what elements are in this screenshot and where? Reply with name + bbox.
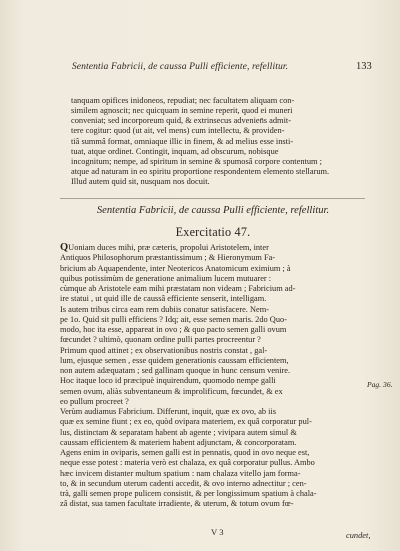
text-line: tiâ summâ format, omniaque illic in finem, & ad melius esse insti- xyxy=(71,136,294,146)
text-line: pe 1o. Quid sit pulli efficiens ? Idq; ait, esse semen maris. 2do Quo- xyxy=(60,314,287,324)
catchword: cundet, xyxy=(346,531,371,540)
text-line: trà, galli semen prope pulicem consistit, & per longissimum spatium à chala- xyxy=(60,489,317,498)
continued-paragraph xyxy=(71,96,355,187)
text-line: similem agnoscit; nec quicquam in semine reperit, quod ei muneri xyxy=(71,106,293,116)
text-line: QUoniam duces mihi, præ cæteris, propolui Aristotelem, inter xyxy=(60,243,269,253)
page-number: 133 xyxy=(356,61,372,72)
running-head: Sententia Fabricii, de caussa Pulli efficiente, refellitur. xyxy=(71,61,289,72)
text-line: hæc invicem distanter multum spatium : nam chalaza vitello jam forma- xyxy=(60,468,301,478)
text-line: Agens enim in oviparis, semen galli est in pennatis, quod in ovo neque est, xyxy=(60,448,310,457)
text-line: fœcundet ? ultimò, quonam ordine pulli partes procreentur ? xyxy=(60,335,261,345)
text-line: quibus potissimùm de generatione animalium lucem mutuarer : xyxy=(60,273,272,283)
section-heading: Sententia Fabricii, de caussa Pulli efficiente, refellitur. xyxy=(96,205,330,216)
signature-mark: V 3 xyxy=(211,527,224,537)
text-line: tere cogitur: quod (ut ait, vel mens) cum intellectu, & providen- xyxy=(71,126,285,136)
text-line: modo, hoc ita esse, appareat in ovo ; & quo pacto semen galli ovum xyxy=(60,325,287,334)
text-line: Verùm audiamus Fabricium. Differunt, inquit, quæ ex ovo, ab iis xyxy=(60,407,277,416)
text-line: tuat, atque ordinet. Contingit, inquam, ad obscurum, nobisque xyxy=(71,146,279,156)
text-line: tanquam opifices inidoneos, repudiat; nec facultatem aliquam con- xyxy=(71,96,295,105)
text-line: zâ distat, sua tamen facultate irradiente, & uterum, & totum ovum fœ- xyxy=(60,499,294,509)
text-line: non autem adæquatam ; sed gallinam quoque in hunc censum venire. xyxy=(60,366,291,375)
text-line: caussam efficientem & materiem habent adjunctam, & concorporatam. xyxy=(60,437,297,447)
text-line: cùmque ab Aristotele eam mihi præstatam non videam ; Fabricium ad- xyxy=(60,284,296,293)
text-line: incognitum; nempe, ad spiritum in semine & spumosâ corpore contentum ; xyxy=(71,156,322,166)
text-line: Hoc itaque loco id præcipuè inquirendum, quomodo nempe galli xyxy=(60,376,276,386)
text-line: Illud autem quid sit, nusquam nos docuit. xyxy=(71,177,210,187)
text-line: conveniat; sed incorporeum quid, & extrinsecus advenien̄s admit- xyxy=(71,116,292,126)
text-line: Is autem tribus circa eam rem dubiis conatur satisfacere. Nem- xyxy=(60,304,269,314)
text-line: to, & in secundum uterum cadenti accedit, & ovo interno adnectitur ; cen- xyxy=(60,478,307,488)
text-line: neque esse potest : materia verò est chalaza, ex quâ corporatur pullus. Ambo xyxy=(60,458,315,468)
text-line: lum, ejusque semen , esse quidem generationis caussam efficientem, xyxy=(60,355,289,365)
text-line: semen ovum, aliàs subventaneum & improlificum, fœcundet, & ex xyxy=(60,386,283,396)
text-line: bricium ab Aquapendente, inter Neotericos Anatomicum eximium ; à xyxy=(60,263,291,273)
text-line: ire statui , ut quid ille de caussâ efficiente senserit, intelligam. xyxy=(60,294,267,304)
text-line: atque ad naturam in eo spiritu proportione respondentem elemento stellarum. xyxy=(71,167,330,177)
text-line: lus, distinctam & separatam habent ab agente ; vivipara autem simul & xyxy=(60,427,297,437)
text-line: quæ ex semine fiunt ; ex eo, quòd ovipara materiem, ex quâ corporatur pul- xyxy=(60,417,312,427)
exercise-body xyxy=(60,243,366,510)
margin-reference: Pag. 36. xyxy=(367,380,393,389)
text-line: Antiquos Philosophorum præstantissimum ; & Hieronymum Fa- xyxy=(60,253,276,263)
text-line: eo pullum procreet ? xyxy=(60,396,129,406)
text-line: Primum quod attinet ; ex observationibus nostris constat , gal- xyxy=(60,345,268,355)
section-divider xyxy=(60,198,365,199)
exercise-number: Exercitatio 47. xyxy=(175,225,251,239)
